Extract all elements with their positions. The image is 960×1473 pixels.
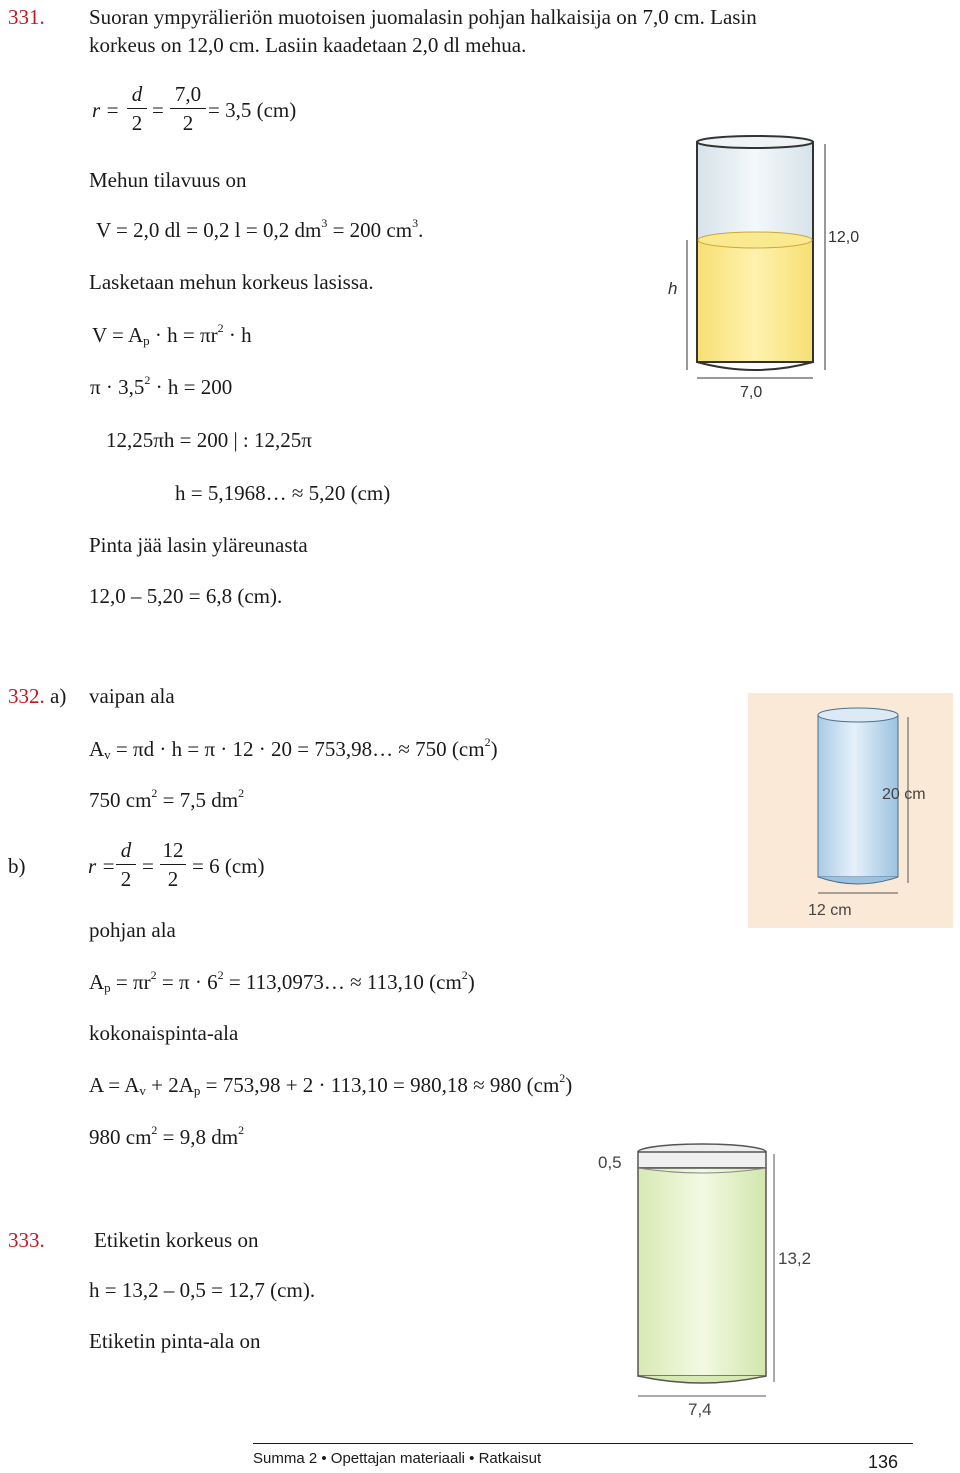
problem-331-text-line1: Suoran ympyrälieriön muotoisen juomalasin pohjan halkaisija on 7,0 cm. Lasin <box>89 5 757 29</box>
base-area-label: pohjan ala <box>89 918 176 942</box>
total-area-equation: $A = A_v + 2A_p = 753,98 + 2 \cdot 113,10 = 980,18 \approx 980$ $(cm^2)$ <box>89 1071 573 1098</box>
volume-label: Mehun tilavuus on <box>89 168 247 192</box>
figure-height-label-333: 13,2 <box>778 1249 812 1268</box>
fraction-d-over-2-b: d 2 <box>116 836 136 893</box>
rb-lhs: r = <box>88 854 116 878</box>
problem-number-333: 333. <box>8 1228 45 1252</box>
r-result: = 3,5 (cm) <box>208 98 297 122</box>
conversion-equation-2: 980 $cm^2 = 9,8$ $dm^2$ <box>89 1123 245 1149</box>
label-height-text: Etiketin korkeus on <box>94 1228 259 1252</box>
part-b-label: b) <box>8 854 26 878</box>
lateral-area-equation: $A_v = \pi d \cdot h = \pi \cdot 12 \cdot 20$ = 753,98… ≈ 750 $(cm^2)$ <box>89 735 498 762</box>
total-area-label: kokonaispinta-ala <box>89 1021 239 1045</box>
figure-h-label: h <box>668 279 678 298</box>
footer-text: Summa 2 • Opettajan materiaali • Ratkaisut <box>253 1450 542 1467</box>
figure-diameter-label: 7,0 <box>740 384 763 401</box>
equation-simplified: 12,25πh = 200 | : 12,25π <box>106 428 312 452</box>
equation-volume-formula: $V = A_p \cdot h = \pi r^2 \cdot h$ <box>92 321 252 348</box>
problem-number-331: 331. <box>8 5 45 29</box>
problem-number-332: 332. <box>8 684 45 708</box>
label-area-text: Etiketin pinta-ala on <box>89 1329 261 1353</box>
remaining-label: Pinta jää lasin yläreunasta <box>89 533 308 557</box>
r-lhs: r = <box>92 98 120 122</box>
figure-diameter-label-333: 7,4 <box>688 1400 712 1419</box>
remaining-equation: 12,0 – 5,20 = 6,8 (cm). <box>89 584 283 608</box>
base-area-equation: $A_p = \pi r^2 = \pi \cdot 6^2$ = 113,0973… ≈ 113,10 $(cm^2)$ <box>89 968 475 995</box>
rb-result: = 6 (cm) <box>192 854 265 878</box>
figure-height-label: 12,0 <box>828 229 860 246</box>
equals-sign-b: = <box>142 854 154 878</box>
equation-solution-h: h = 5,1968… ≈ 5,20 (cm) <box>175 481 391 505</box>
problem-331-text-line2: korkeus on 12,0 cm. Lasiin kaadetaan 2,0 dl mehua. <box>89 33 527 57</box>
part-a-label: a) <box>50 684 67 708</box>
cylinder-figure-332 <box>748 693 953 928</box>
equation-substituted: $\pi \cdot 3,5^2 \cdot h = 200$ <box>90 373 233 399</box>
fraction-7-over-2: 7,0 2 <box>170 80 206 137</box>
can-figure-333 <box>590 1138 830 1423</box>
lateral-area-label: vaipan ala <box>89 684 175 708</box>
figure-top-label: 0,5 <box>598 1153 622 1172</box>
figure-diameter-label-332: 12 cm <box>808 902 852 919</box>
equals-sign: = <box>152 98 164 122</box>
conversion-equation-1: 750 $cm^2 = 7,5$ $dm^2$ <box>89 786 245 812</box>
glass-figure-331 <box>660 130 880 410</box>
footer-rule <box>253 1443 913 1444</box>
fraction-d-over-2: d 2 <box>127 80 147 137</box>
volume-equation: V = 2,0 dl = 0,2 l = 0,2 $dm^3 = 200$ $cm^3$. <box>96 216 424 242</box>
figure-height-label-332: 20 cm <box>882 786 926 803</box>
page-number: 136 <box>868 1452 899 1472</box>
label-height-equation: h = 13,2 – 0,5 = 12,7 (cm). <box>89 1278 316 1302</box>
height-intro: Lasketaan mehun korkeus lasissa. <box>89 270 374 294</box>
fraction-12-over-2: 12 2 <box>160 836 186 893</box>
